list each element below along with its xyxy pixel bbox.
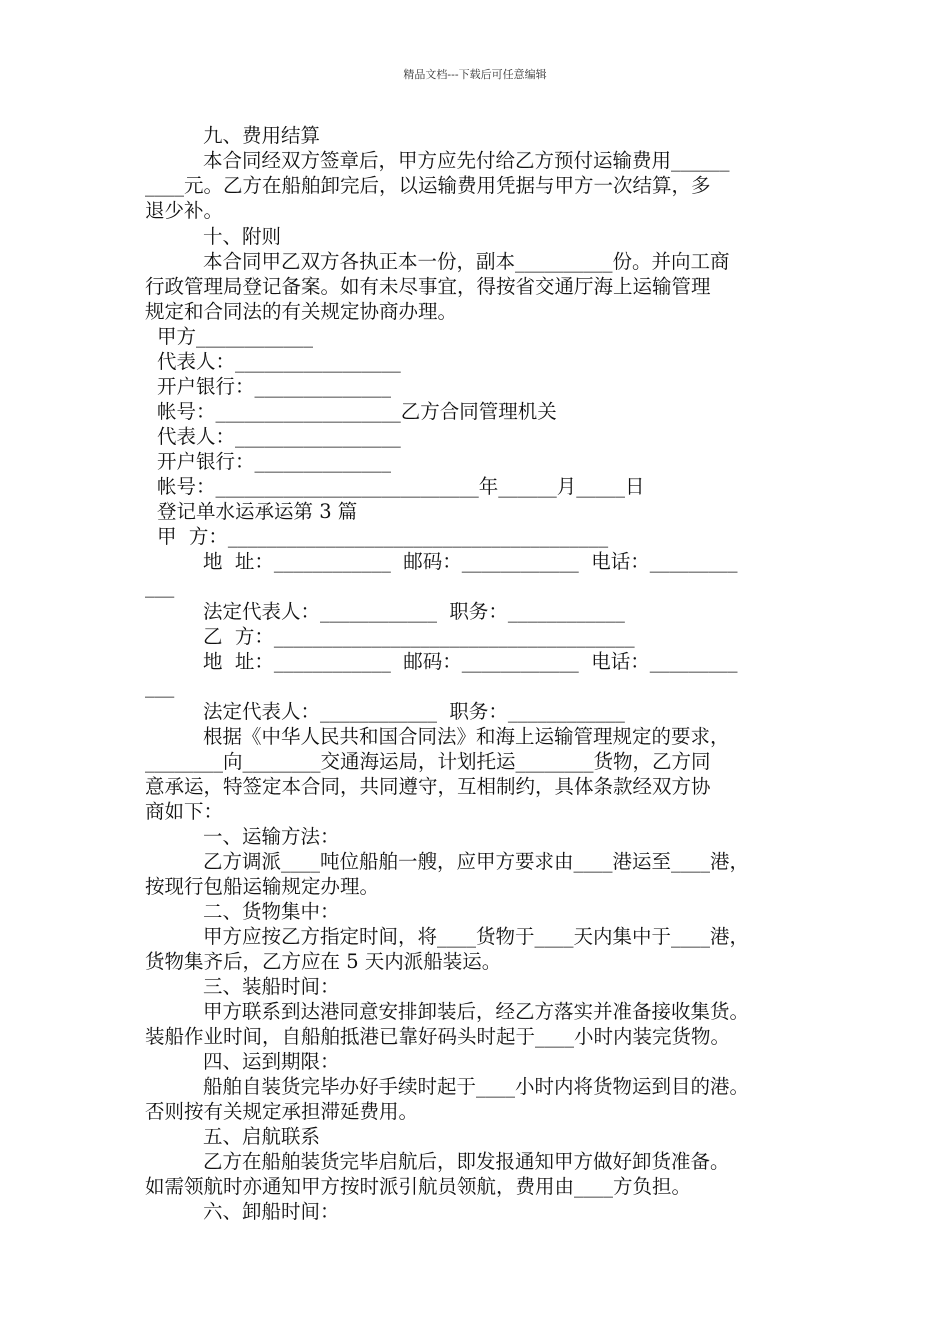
text-line: 地 址：____________ 邮码：____________ 电话：_________ <box>203 550 738 573</box>
text-line: 登记单水运承运第 3 篇 <box>157 500 358 523</box>
text-line: 甲方应按乙方指定时间，将____货物于____天内集中于____港， <box>203 925 750 948</box>
text-line: 五、启航联系 <box>203 1125 321 1148</box>
text-line: ________向________交通海运局，计划托运________货物，乙方同 <box>145 750 711 773</box>
text-line: 开户银行：______________ <box>157 375 392 398</box>
text-line: ___ <box>145 575 175 598</box>
text-line: 如需领航时亦通知甲方按时派引航员领航，费用由____方负担。 <box>145 1175 692 1198</box>
text-line: 六、卸船时间： <box>203 1200 340 1223</box>
text-line: 本合同甲乙双方各执正本一份，副本__________份。并向工商 <box>203 250 730 273</box>
text-line: 四、运到期限： <box>203 1050 340 1073</box>
text-line: 船舶自装货完毕办好手续时起于____小时内将货物运到目的港。 <box>203 1075 750 1098</box>
text-line: 退少补。 <box>145 199 224 222</box>
text-line: 行政管理局登记备案。如有未尽事宜，得按省交通厅海上运输管理 <box>145 275 711 298</box>
text-line: 商如下： <box>145 800 224 823</box>
text-line: 一、运输方法： <box>203 825 340 848</box>
text-line: 按现行包船运输规定办理。 <box>145 875 380 898</box>
text-line: 根据《中华人民共和国合同法》和海上运输管理规定的要求， <box>203 725 730 748</box>
text-line: 开户银行：______________ <box>157 450 392 473</box>
text-line: 本合同经双方签章后，甲方应先付给乙方预付运输费用______ <box>203 149 730 172</box>
text-line: 否则按有关规定承担滞延费用。 <box>145 1100 419 1123</box>
page-header: 精品文档---下载后可任意编辑 <box>403 68 547 81</box>
text-line: 装船作业时间，自船舶抵港已靠好码头时起于____小时内装完货物。 <box>145 1025 731 1048</box>
text-line: 意承运，特签定本合同，共同遵守，互相制约，具体条款经双方协 <box>145 775 711 798</box>
text-line: 乙方在船舶装货完毕启航后，即发报通知甲方做好卸货准备。 <box>203 1150 730 1173</box>
text-line: 帐号：___________________乙方合同管理机关 <box>157 400 557 423</box>
text-line: 甲方____________ <box>157 325 314 348</box>
text-line: 甲 方：_______________________________________ <box>157 525 609 548</box>
text-line: 货物集齐后，乙方应在 5 天内派船装运。 <box>145 950 502 973</box>
text-line: 甲方联系到达港同意安排卸装后，经乙方落实并准备接收集货。 <box>203 1000 750 1023</box>
text-line: ____元。乙方在船舶卸完后，以运输费用凭据与甲方一次结算，多 <box>145 174 711 197</box>
text-line: 乙 方：_____________________________________ <box>203 625 635 648</box>
text-line: 九、费用结算 <box>203 124 321 147</box>
text-line: ___ <box>145 675 175 698</box>
text-line: 代表人：_________________ <box>157 425 401 448</box>
text-line: 法定代表人：____________ 职务：____________ <box>203 700 625 723</box>
text-line: 代表人：_________________ <box>157 350 401 373</box>
text-line: 十、附则 <box>203 225 282 248</box>
text-line: 三、装船时间： <box>203 975 340 998</box>
text-line: 规定和合同法的有关规定协商办理。 <box>145 300 458 323</box>
text-line: 帐号：___________________________年______月_____日 <box>157 475 645 498</box>
text-line: 乙方调派____吨位船舶一艘，应甲方要求由____港运至____港， <box>203 850 750 873</box>
text-line: 地 址：____________ 邮码：____________ 电话：_________ <box>203 650 738 673</box>
text-line: 二、货物集中： <box>203 900 340 923</box>
text-line: 法定代表人：____________ 职务：____________ <box>203 600 625 623</box>
